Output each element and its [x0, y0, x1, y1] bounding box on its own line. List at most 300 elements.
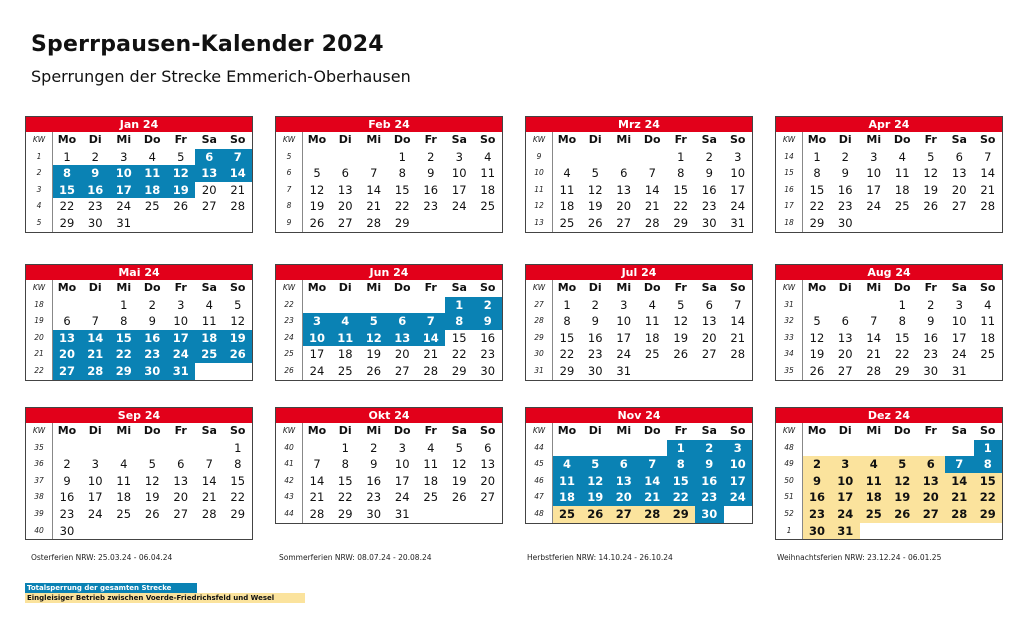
month-calendar	[275, 407, 503, 524]
day-cell: 2	[803, 456, 832, 473]
day-cell: 28	[730, 347, 746, 362]
day-cell: 23	[701, 199, 717, 214]
day-cell: 17	[110, 182, 139, 199]
day-cell: 15	[974, 473, 1003, 490]
day-cell: 1	[667, 440, 696, 457]
empty-cell	[224, 523, 253, 540]
day-cell: 1	[398, 149, 406, 164]
day-cell: 14	[945, 473, 974, 490]
week-number: 46	[526, 473, 553, 490]
weekday-header: Di	[88, 424, 102, 437]
day-cell: 23	[923, 347, 939, 362]
empty-cell	[860, 215, 889, 232]
week-number: 18	[776, 215, 803, 232]
day-cell: 17	[730, 182, 746, 197]
weekday-header: Mi	[366, 281, 382, 294]
day-cell: 3	[831, 456, 860, 473]
day-cell: 7	[313, 457, 321, 472]
weekday-header: Sa	[951, 424, 967, 437]
day-cell: 26	[451, 490, 467, 505]
day-cell: 19	[144, 490, 160, 505]
day-cell: 8	[563, 314, 571, 329]
day-cell: 6	[841, 314, 849, 329]
day-cell: 6	[388, 313, 417, 330]
day-cell: 18	[337, 347, 353, 362]
day-cell: 23	[423, 199, 439, 214]
empty-cell	[695, 363, 724, 380]
day-cell: 1	[63, 149, 71, 164]
empty-cell	[167, 523, 196, 540]
day-cell: 13	[173, 473, 189, 488]
day-cell: 17	[87, 490, 103, 505]
weekday-header: Sa	[951, 281, 967, 294]
empty-cell	[638, 149, 667, 166]
empty-cell	[888, 523, 917, 540]
weekday-header: Fr	[174, 424, 187, 437]
day-cell: 24	[866, 199, 882, 214]
day-cell: 13	[917, 473, 946, 490]
week-number: 2	[26, 165, 53, 182]
day-cell: 11	[559, 182, 575, 197]
day-cell: 15	[53, 182, 82, 199]
day-cell: 14	[309, 473, 325, 488]
day-cell: 24	[616, 347, 632, 362]
empty-cell	[195, 440, 224, 457]
day-cell: 29	[110, 363, 139, 380]
day-cell: 1	[341, 440, 349, 455]
day-cell: 8	[234, 457, 242, 472]
month-header: Sep 24	[26, 408, 252, 423]
empty-cell	[581, 149, 610, 166]
day-cell: 26	[581, 506, 610, 523]
day-cell: 5	[581, 456, 610, 473]
weekday-header: Sa	[701, 424, 717, 437]
day-cell: 15	[673, 182, 689, 197]
day-cell: 22	[337, 490, 353, 505]
empty-cell	[388, 297, 417, 314]
day-cell: 12	[809, 330, 825, 345]
weekday-header: Di	[88, 133, 102, 146]
week-number: 31	[776, 297, 803, 314]
day-cell: 3	[177, 297, 185, 312]
empty-cell	[303, 297, 332, 314]
day-cell: 2	[148, 297, 156, 312]
week-number: 32	[776, 313, 803, 330]
weekday-header: So	[230, 424, 246, 437]
day-cell: 9	[474, 313, 503, 330]
weekday-header: Sa	[701, 133, 717, 146]
day-cell: 23	[695, 489, 724, 506]
day-cell: 18	[894, 182, 910, 197]
kw-header: KW	[26, 132, 53, 149]
day-cell: 27	[53, 363, 82, 380]
day-cell: 9	[927, 314, 935, 329]
weekday-header: So	[980, 133, 996, 146]
day-cell: 22	[667, 489, 696, 506]
month-header: Mai 24	[26, 265, 252, 280]
kw-header: KW	[276, 132, 303, 149]
empty-cell	[860, 297, 889, 314]
day-cell: 19	[581, 489, 610, 506]
week-number: 26	[276, 363, 303, 380]
day-cell: 26	[888, 506, 917, 523]
day-cell: 9	[427, 166, 435, 181]
day-cell: 20	[480, 473, 496, 488]
day-cell: 12	[923, 166, 939, 181]
empty-cell	[553, 440, 582, 457]
weekday-header: Sa	[201, 281, 217, 294]
day-cell: 14	[224, 165, 253, 182]
empty-cell	[945, 440, 974, 457]
empty-cell	[917, 440, 946, 457]
week-number: 27	[526, 297, 553, 314]
day-cell: 5	[591, 166, 599, 181]
day-cell: 31	[167, 363, 196, 380]
day-cell: 11	[138, 165, 167, 182]
day-cell: 30	[701, 215, 717, 230]
day-cell: 29	[230, 506, 246, 521]
day-cell: 1	[813, 149, 821, 164]
week-number: 38	[26, 489, 53, 506]
empty-cell	[138, 523, 167, 540]
day-cell: 20	[201, 182, 217, 197]
day-cell: 21	[423, 347, 439, 362]
day-cell: 2	[591, 297, 599, 312]
weekday-header: Mo	[807, 281, 827, 294]
day-cell: 9	[370, 457, 378, 472]
month-header: Jan 24	[26, 117, 252, 132]
day-cell: 27	[337, 215, 353, 230]
day-cell: 5	[927, 149, 935, 164]
day-cell: 16	[701, 182, 717, 197]
day-cell: 7	[638, 456, 667, 473]
day-cell: 29	[451, 363, 467, 378]
day-cell: 13	[337, 182, 353, 197]
month-header: Aug 24	[776, 265, 1002, 280]
day-cell: 10	[303, 330, 332, 347]
weekday-header: Mo	[557, 133, 577, 146]
empty-cell	[610, 149, 639, 166]
weekday-header: Mi	[616, 424, 632, 437]
day-cell: 17	[866, 182, 882, 197]
day-cell: 7	[870, 314, 878, 329]
weekday-header: Mi	[866, 281, 882, 294]
weekday-header: Mi	[116, 424, 132, 437]
day-cell: 18	[860, 489, 889, 506]
day-cell: 24	[309, 363, 325, 378]
day-cell: 27	[173, 506, 189, 521]
weekday-header: Di	[588, 424, 602, 437]
week-number: 1	[776, 523, 803, 540]
day-cell: 1	[898, 297, 906, 312]
day-cell: 25	[644, 347, 660, 362]
day-cell: 18	[644, 330, 660, 345]
day-cell: 9	[695, 456, 724, 473]
day-cell: 1	[974, 440, 1003, 457]
day-cell: 26	[309, 215, 325, 230]
day-cell: 24	[831, 506, 860, 523]
weekday-header: Sa	[451, 281, 467, 294]
day-cell: 10	[110, 165, 139, 182]
day-cell: 27	[394, 363, 410, 378]
day-cell: 24	[394, 490, 410, 505]
day-cell: 26	[366, 363, 382, 378]
kw-header: KW	[776, 280, 803, 297]
day-cell: 2	[841, 149, 849, 164]
day-cell: 15	[337, 473, 353, 488]
day-cell: 16	[423, 182, 439, 197]
day-cell: 12	[581, 473, 610, 490]
empty-cell	[724, 506, 753, 523]
day-cell: 7	[205, 457, 213, 472]
weekday-header: Mo	[307, 133, 327, 146]
day-cell: 8	[341, 457, 349, 472]
weekday-header: Sa	[701, 281, 717, 294]
day-cell: 21	[638, 489, 667, 506]
week-number: 23	[276, 313, 303, 330]
empty-cell	[945, 523, 974, 540]
weekday-header: Sa	[951, 133, 967, 146]
week-number: 45	[526, 456, 553, 473]
empty-cell	[110, 440, 139, 457]
day-cell: 24	[167, 346, 196, 363]
weekday-header: Do	[393, 281, 411, 294]
weekday-header: Sa	[201, 133, 217, 146]
day-cell: 23	[837, 199, 853, 214]
empty-cell	[417, 297, 446, 314]
day-cell: 13	[610, 473, 639, 490]
day-cell: 7	[648, 166, 656, 181]
day-cell: 11	[553, 473, 582, 490]
weekday-header: Mi	[616, 281, 632, 294]
day-cell: 12	[451, 457, 467, 472]
day-cell: 15	[667, 473, 696, 490]
day-cell: 20	[951, 182, 967, 197]
empty-cell	[224, 215, 253, 232]
weekday-header: Do	[893, 424, 911, 437]
day-cell: 7	[370, 166, 378, 181]
weekday-header: Mi	[616, 133, 632, 146]
day-cell: 8	[120, 314, 128, 329]
day-cell: 10	[730, 166, 746, 181]
day-cell: 13	[195, 165, 224, 182]
day-cell: 16	[803, 489, 832, 506]
week-number: 52	[776, 506, 803, 523]
weekday-header: Mo	[807, 424, 827, 437]
day-cell: 30	[87, 215, 103, 230]
day-cell: 14	[201, 473, 217, 488]
day-cell: 10	[951, 314, 967, 329]
week-number: 40	[276, 440, 303, 457]
empty-cell	[303, 149, 332, 166]
day-cell: 27	[951, 199, 967, 214]
day-cell: 30	[837, 215, 853, 230]
day-cell: 22	[110, 346, 139, 363]
day-cell: 29	[673, 215, 689, 230]
day-cell: 10	[831, 473, 860, 490]
week-number: 3	[26, 182, 53, 199]
day-cell: 5	[455, 440, 463, 455]
day-cell: 30	[138, 363, 167, 380]
empty-cell	[860, 523, 889, 540]
week-number: 50	[776, 473, 803, 490]
month-calendar	[525, 407, 753, 524]
month-header: Feb 24	[276, 117, 502, 132]
day-cell: 19	[451, 473, 467, 488]
kw-header: KW	[26, 280, 53, 297]
day-cell: 15	[394, 182, 410, 197]
day-cell: 19	[224, 330, 253, 347]
day-cell: 2	[927, 297, 935, 312]
empty-cell	[445, 215, 474, 232]
week-number: 12	[526, 198, 553, 215]
day-cell: 8	[667, 456, 696, 473]
day-cell: 15	[451, 330, 467, 345]
week-number: 22	[26, 363, 53, 380]
month-calendar	[25, 116, 253, 233]
empty-cell	[81, 523, 110, 540]
day-cell: 30	[366, 506, 382, 521]
day-cell: 11	[201, 314, 217, 329]
day-cell: 3	[620, 297, 628, 312]
weekday-header: Di	[338, 133, 352, 146]
empty-cell	[831, 440, 860, 457]
empty-cell	[417, 506, 446, 523]
day-cell: 3	[955, 297, 963, 312]
month-header: Jul 24	[526, 265, 752, 280]
day-cell: 4	[648, 297, 656, 312]
day-cell: 6	[917, 456, 946, 473]
weekday-header: Fr	[924, 133, 937, 146]
day-cell: 23	[587, 347, 603, 362]
day-cell: 1	[445, 297, 474, 314]
weekday-header: Do	[143, 133, 161, 146]
day-cell: 11	[480, 166, 496, 181]
day-cell: 16	[587, 330, 603, 345]
day-cell: 2	[695, 440, 724, 457]
day-cell: 7	[91, 314, 99, 329]
weekday-header: Do	[643, 133, 661, 146]
day-cell: 23	[803, 506, 832, 523]
month-header: Okt 24	[276, 408, 502, 423]
day-cell: 30	[587, 363, 603, 378]
day-cell: 21	[201, 490, 217, 505]
day-cell: 19	[167, 182, 196, 199]
day-cell: 13	[951, 166, 967, 181]
day-cell: 22	[451, 347, 467, 362]
empty-cell	[331, 149, 360, 166]
day-cell: 4	[484, 149, 492, 164]
weekday-header: So	[480, 281, 496, 294]
day-cell: 24	[451, 199, 467, 214]
holiday-christmas: Weihnachtsferien NRW: 23.12.24 - 06.01.25	[777, 553, 942, 562]
day-cell: 6	[63, 314, 71, 329]
day-cell: 27	[201, 199, 217, 214]
week-number: 48	[776, 440, 803, 457]
day-cell: 18	[980, 330, 996, 345]
day-cell: 14	[644, 182, 660, 197]
day-cell: 28	[866, 363, 882, 378]
weekday-header: Do	[393, 424, 411, 437]
week-number: 19	[26, 313, 53, 330]
day-cell: 25	[423, 490, 439, 505]
day-cell: 25	[144, 199, 160, 214]
weekday-header: So	[730, 133, 746, 146]
day-cell: 6	[195, 149, 224, 166]
day-cell: 20	[616, 199, 632, 214]
day-cell: 13	[480, 457, 496, 472]
day-cell: 15	[110, 330, 139, 347]
weekday-header: Mo	[57, 133, 77, 146]
empty-cell	[974, 363, 1003, 380]
day-cell: 21	[980, 182, 996, 197]
day-cell: 21	[866, 347, 882, 362]
week-number: 41	[276, 456, 303, 473]
day-cell: 23	[59, 506, 75, 521]
day-cell: 21	[230, 182, 246, 197]
day-cell: 19	[923, 182, 939, 197]
weekday-header: So	[730, 281, 746, 294]
day-cell: 14	[638, 473, 667, 490]
month-calendar	[275, 264, 503, 381]
day-cell: 26	[173, 199, 189, 214]
page-title: Sperrpausen-Kalender 2024	[31, 32, 384, 57]
day-cell: 24	[116, 199, 132, 214]
day-cell: 25	[116, 506, 132, 521]
month-header: Jun 24	[276, 265, 502, 280]
month-calendar	[775, 407, 1003, 540]
day-cell: 7	[945, 456, 974, 473]
empty-cell	[138, 440, 167, 457]
day-cell: 31	[616, 363, 632, 378]
day-cell: 18	[138, 182, 167, 199]
week-number: 20	[26, 330, 53, 347]
day-cell: 2	[705, 149, 713, 164]
empty-cell	[360, 149, 389, 166]
weekday-header: Di	[588, 133, 602, 146]
legend-total-closure: Totalsperrung der gesamten Strecke	[25, 583, 197, 593]
day-cell: 25	[894, 199, 910, 214]
weekday-header: Fr	[424, 133, 437, 146]
empty-cell	[81, 297, 110, 314]
day-cell: 15	[230, 473, 246, 488]
day-cell: 21	[730, 330, 746, 345]
week-number: 16	[776, 182, 803, 199]
day-cell: 6	[620, 166, 628, 181]
day-cell: 4	[148, 149, 156, 164]
day-cell: 27	[837, 363, 853, 378]
week-number: 37	[26, 473, 53, 490]
weekday-header: Sa	[451, 133, 467, 146]
weekday-header: So	[980, 424, 996, 437]
day-cell: 29	[974, 506, 1003, 523]
empty-cell	[195, 215, 224, 232]
weekday-header: Mo	[57, 281, 77, 294]
week-number: 17	[776, 198, 803, 215]
empty-cell	[167, 440, 196, 457]
day-cell: 3	[91, 457, 99, 472]
day-cell: 4	[427, 440, 435, 455]
day-cell: 1	[120, 297, 128, 312]
empty-cell	[53, 297, 82, 314]
weekday-header: Fr	[424, 281, 437, 294]
day-cell: 5	[813, 314, 821, 329]
empty-cell	[917, 215, 946, 232]
weekday-header: Sa	[201, 424, 217, 437]
week-number: 4	[26, 198, 53, 215]
day-cell: 6	[484, 440, 492, 455]
week-number: 14	[776, 149, 803, 166]
